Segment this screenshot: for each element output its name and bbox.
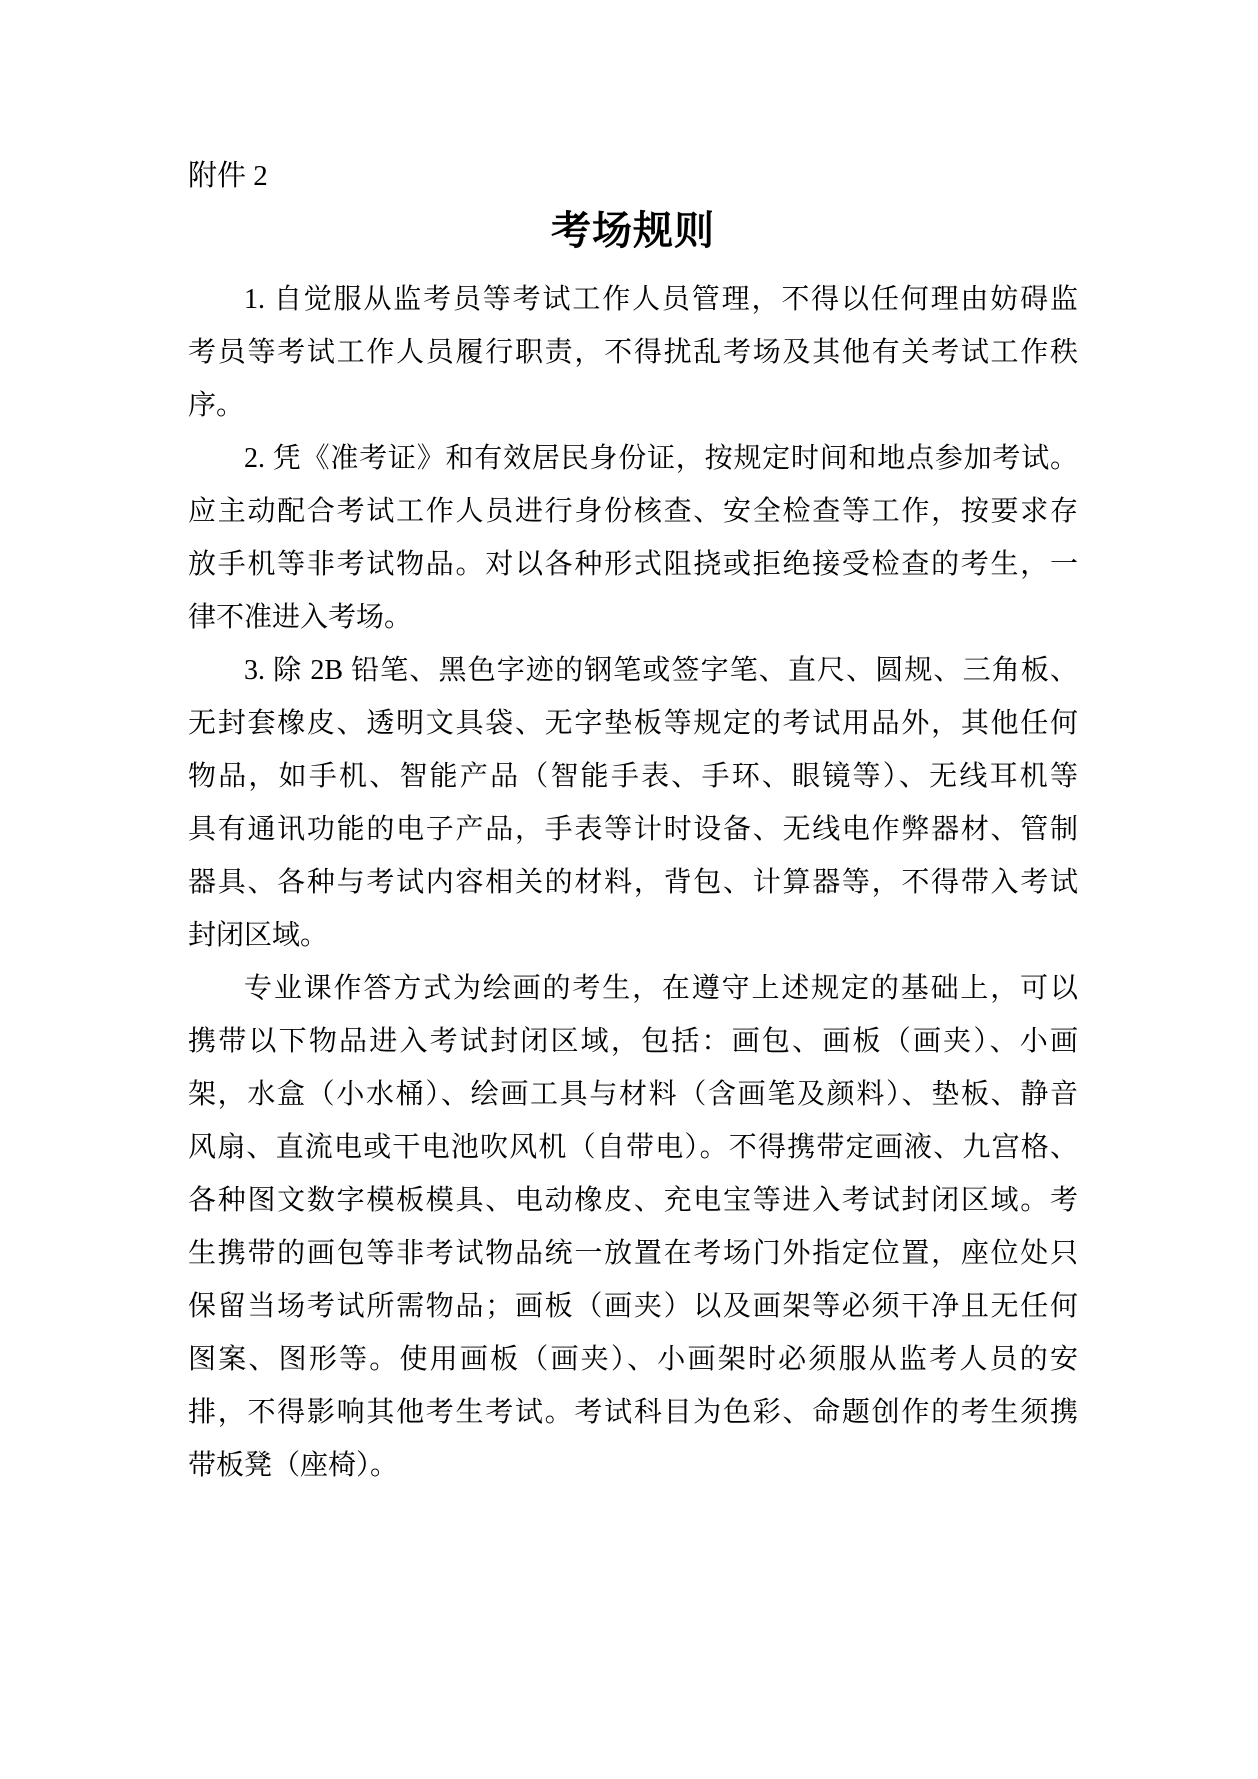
body-line: 物品，如手机、智能产品（智能手表、手环、眼镜等）、无线耳机等	[188, 761, 1078, 792]
body-line: 风扇、直流电或干电池吹风机（自带电）。不得携带定画液、九宫格、	[188, 1132, 1078, 1163]
attachment-label: 附件 2	[188, 160, 268, 192]
body-line: 生携带的画包等非考试物品统一放置在考场门外指定位置，座位处只	[188, 1238, 1078, 1269]
body-line: 封闭区域。	[188, 920, 329, 951]
body-line: 律不准进入考场。	[188, 602, 413, 633]
body-line: 2. 凭《准考证》和有效居民身份证，按规定时间和地点参加考试。	[244, 443, 1078, 474]
body-line: 无封套橡皮、透明文具袋、无字垫板等规定的考试用品外，其他任何	[188, 708, 1078, 739]
body-line: 保留当场考试所需物品；画板（画夹）以及画架等必须干净且无任何	[188, 1291, 1078, 1322]
document-body	[188, 273, 1078, 1492]
body-line: 具有通讯功能的电子产品，手表等计时设备、无线电作弊器材、管制	[188, 814, 1078, 845]
body-line: 放手机等非考试物品。对以各种形式阻挠或拒绝接受检查的考生，一	[188, 549, 1078, 580]
body-line: 1. 自觉服从监考员等考试工作人员管理，不得以任何理由妨碍监	[244, 284, 1078, 315]
body-line: 器具、各种与考试内容相关的材料，背包、计算器等，不得带入考试	[188, 867, 1078, 898]
body-line: 架，水盒（小水桶）、绘画工具与材料（含画笔及颜料）、垫板、静音	[188, 1079, 1078, 1110]
body-line: 专业课作答方式为绘画的考生，在遵守上述规定的基础上，可以	[244, 973, 1078, 1004]
body-line: 各种图文数字模板模具、电动橡皮、充电宝等进入考试封闭区域。考	[188, 1185, 1078, 1216]
page-title: 考场规则	[551, 209, 715, 253]
body-line: 应主动配合考试工作人员进行身份核查、安全检查等工作，按要求存	[188, 496, 1078, 527]
body-line: 排，不得影响其他考生考试。考试科目为色彩、命题创作的考生须携	[188, 1397, 1078, 1428]
body-line: 考员等考试工作人员履行职责，不得扰乱考场及其他有关考试工作秩	[188, 337, 1078, 368]
body-line: 3. 除 2B 铅笔、黑色字迹的钢笔或签字笔、直尺、圆规、三角板、	[244, 655, 1078, 686]
body-line: 序。	[188, 390, 245, 421]
body-line: 带板凳（座椅）。	[188, 1450, 399, 1481]
body-line: 携带以下物品进入考试封闭区域，包括：画包、画板（画夹）、小画	[188, 1026, 1078, 1057]
body-line: 图案、图形等。使用画板（画夹）、小画架时必须服从监考人员的安	[188, 1344, 1078, 1375]
